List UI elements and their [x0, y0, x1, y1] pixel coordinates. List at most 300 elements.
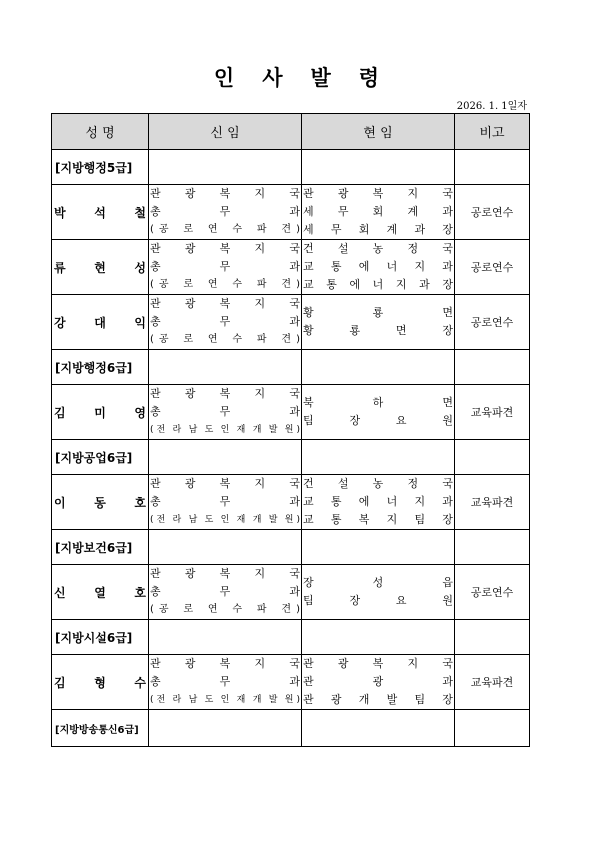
current-post-line [303, 493, 453, 511]
char: 광 [337, 187, 349, 200]
char: 견 [281, 224, 292, 235]
close-paren: ) [296, 279, 300, 290]
note-cell: 공로연수 [455, 240, 530, 295]
personnel-table [51, 113, 530, 747]
title-char: 사 [262, 66, 285, 90]
new-post-line [150, 565, 300, 583]
paren-text [154, 601, 296, 619]
char: 읍 [442, 576, 453, 589]
char: 장 [442, 513, 453, 526]
name-text [54, 494, 146, 511]
char: 무 [219, 495, 231, 508]
char: 호 [134, 495, 146, 510]
close-paren: ) [296, 425, 300, 435]
char: 공 [158, 604, 169, 615]
paren-line [150, 511, 300, 529]
char: 파 [256, 334, 267, 345]
char: 무 [219, 675, 231, 688]
char: 박 [54, 205, 66, 220]
table-row [52, 295, 530, 350]
char: 광 [184, 387, 196, 400]
char: 파 [256, 224, 267, 235]
note-cell: 공로연수 [455, 185, 530, 240]
paren-text [154, 331, 296, 349]
category-label: [지방보건6급] [52, 530, 149, 565]
char: 총 [150, 405, 161, 418]
new-post [149, 655, 302, 710]
current-post-line [303, 322, 453, 340]
char: 개 [358, 693, 370, 706]
char: 개 [252, 515, 262, 525]
char: 도 [204, 515, 214, 525]
char: 면 [442, 306, 453, 319]
char: 총 [150, 585, 161, 598]
current-post-line [303, 276, 453, 294]
char: 수 [232, 334, 243, 345]
note-cell: 공로연수 [455, 565, 530, 620]
char: 라 [172, 515, 182, 525]
empty-cell [455, 530, 530, 565]
char: 복 [219, 187, 231, 200]
empty-cell [302, 440, 455, 475]
char: 지 [254, 187, 266, 200]
char: 건 [303, 477, 314, 490]
char: 국 [289, 187, 300, 200]
char: 복 [358, 513, 370, 526]
char: 요 [395, 414, 407, 427]
char: 대 [94, 315, 106, 330]
effective-date: 2026. 1. 1일자 [456, 101, 527, 112]
char: 원 [284, 695, 294, 705]
new-post-line [150, 185, 300, 203]
char: 국 [289, 297, 300, 310]
char: 광 [330, 693, 342, 706]
char: 과 [289, 260, 300, 273]
new-post-line [150, 493, 300, 511]
char: 라 [172, 425, 182, 435]
char: 지 [254, 567, 266, 580]
char: 도 [204, 425, 214, 435]
char: 익 [134, 315, 146, 330]
char: 광 [184, 242, 196, 255]
char: 지 [395, 278, 407, 291]
char: 총 [150, 675, 161, 688]
char: 로 [183, 279, 194, 290]
char: 관 [150, 242, 161, 255]
empty-cell [302, 350, 455, 385]
char: 파 [256, 604, 267, 615]
char: 팀 [303, 594, 314, 607]
char: 지 [254, 297, 266, 310]
paren-text [154, 276, 296, 294]
current-post-line [303, 203, 453, 221]
char: 지 [386, 513, 398, 526]
char: 장 [442, 278, 453, 291]
current-post [302, 185, 455, 240]
title-char: 인 [213, 66, 237, 90]
char: 복 [219, 477, 231, 490]
char: 견 [281, 604, 292, 615]
char: 재 [236, 515, 246, 525]
char: 팀 [414, 513, 426, 526]
char: 관 [303, 657, 314, 670]
char: 관 [303, 187, 314, 200]
new-post [149, 565, 302, 620]
char: 과 [442, 675, 453, 688]
char: 남 [188, 515, 198, 525]
current-post-line [303, 511, 453, 529]
char: 계 [386, 223, 398, 236]
empty-cell [455, 150, 530, 185]
char: 복 [219, 657, 231, 670]
current-post-line [303, 304, 453, 322]
char: 재 [236, 425, 246, 435]
char: 원 [284, 425, 294, 435]
char: 지 [254, 477, 266, 490]
char: 라 [172, 695, 182, 705]
char: 수 [232, 604, 243, 615]
char: 정 [407, 242, 419, 255]
paren-text [154, 511, 297, 529]
empty-cell [455, 350, 530, 385]
paren-text [154, 221, 296, 239]
name-text [54, 204, 146, 221]
current-post-line [303, 258, 453, 276]
category-row [52, 150, 530, 185]
char: 과 [289, 495, 300, 508]
close-paren: ) [296, 224, 300, 235]
table-body [52, 150, 530, 747]
category-row [52, 710, 530, 747]
note-cell: 교육파견 [455, 385, 530, 440]
current-post-line [303, 691, 453, 709]
char: 전 [156, 515, 166, 525]
person-name [52, 655, 149, 710]
char: 도 [204, 695, 214, 705]
char: 수 [232, 224, 243, 235]
char: 지 [254, 387, 266, 400]
empty-cell [149, 530, 302, 565]
char: 국 [442, 242, 453, 255]
char: 국 [289, 567, 300, 580]
new-post-line [150, 673, 300, 691]
char: 인 [220, 425, 230, 435]
char: 에 [358, 495, 370, 508]
char: 로 [183, 604, 194, 615]
char: 복 [372, 187, 384, 200]
char: 연 [207, 334, 218, 345]
new-post [149, 185, 302, 240]
current-post [302, 655, 455, 710]
empty-cell [302, 710, 455, 747]
close-paren: ) [296, 334, 300, 345]
char: 장 [442, 693, 453, 706]
new-post-line [150, 655, 300, 673]
char: 관 [150, 477, 161, 490]
char: 성 [134, 260, 146, 275]
close-paren: ) [296, 515, 300, 525]
char: 관 [150, 187, 161, 200]
char: 총 [150, 260, 161, 273]
char: 통 [326, 278, 337, 291]
char: 건 [303, 242, 314, 255]
person-name [52, 385, 149, 440]
name-text [54, 314, 146, 331]
char: 로 [183, 224, 194, 235]
current-post [302, 295, 455, 350]
note-cell: 공로연수 [455, 295, 530, 350]
char: 정 [407, 477, 419, 490]
empty-cell [455, 440, 530, 475]
char: 설 [337, 477, 349, 490]
char: 남 [188, 425, 198, 435]
empty-cell [149, 710, 302, 747]
table-row [52, 240, 530, 295]
current-post [302, 385, 455, 440]
table-row [52, 475, 530, 530]
header-current-post: 현 임 [302, 114, 455, 150]
char: 개 [252, 425, 262, 435]
char: 견 [281, 279, 292, 290]
paren-text [154, 421, 297, 439]
category-label: [지방시설6급] [52, 620, 149, 655]
char: 국 [289, 387, 300, 400]
open-paren: ( [150, 334, 154, 345]
char: 무 [219, 205, 231, 218]
char: 원 [442, 594, 453, 607]
new-post [149, 475, 302, 530]
empty-cell [302, 530, 455, 565]
char: 장 [349, 414, 361, 427]
char: 계 [407, 205, 419, 218]
category-row [52, 530, 530, 565]
paren-line [150, 691, 300, 709]
category-label: [지방행정5급] [52, 150, 149, 185]
char: 팀 [414, 693, 426, 706]
char: 장 [303, 576, 314, 589]
char: 총 [150, 315, 161, 328]
char: 무 [219, 260, 231, 273]
current-post-line [303, 574, 453, 592]
char: 파 [256, 279, 267, 290]
char: 광 [337, 657, 349, 670]
category-label: [지방공업6급] [52, 440, 149, 475]
empty-cell [455, 710, 530, 747]
char: 장 [349, 594, 361, 607]
char: 관 [150, 297, 161, 310]
char: 국 [442, 477, 453, 490]
char: 형 [94, 675, 106, 690]
char: 과 [289, 405, 300, 418]
char: 광 [372, 675, 384, 688]
char: 이 [54, 495, 66, 510]
char: 전 [156, 425, 166, 435]
char: 면 [395, 324, 407, 337]
char: 광 [184, 187, 196, 200]
char: 국 [289, 657, 300, 670]
char: 총 [150, 495, 161, 508]
name-text [54, 259, 146, 276]
open-paren: ( [150, 695, 154, 705]
char: 교 [303, 260, 314, 273]
new-post-line [150, 240, 300, 258]
char: 팀 [303, 414, 314, 427]
char: 과 [289, 585, 300, 598]
char: 지 [254, 657, 266, 670]
char: 세 [303, 205, 314, 218]
new-post-line [150, 258, 300, 276]
char: 재 [236, 695, 246, 705]
table-row [52, 565, 530, 620]
char: 과 [442, 260, 453, 273]
new-post [149, 385, 302, 440]
header-new-post: 신 임 [149, 114, 302, 150]
char: 교 [303, 513, 314, 526]
empty-cell [149, 440, 302, 475]
title-char: 발 [310, 66, 333, 90]
char: 관 [150, 387, 161, 400]
current-post-line [303, 673, 453, 691]
category-row [52, 440, 530, 475]
current-post-line [303, 240, 453, 258]
char: 관 [303, 675, 314, 688]
char: 통 [330, 495, 342, 508]
char: 견 [281, 334, 292, 345]
char: 영 [134, 405, 146, 420]
table-row [52, 185, 530, 240]
char: 인 [220, 515, 230, 525]
char: 복 [219, 297, 231, 310]
char: 관 [150, 657, 161, 670]
char: 지 [407, 657, 419, 670]
open-paren: ( [150, 515, 154, 525]
char: 복 [219, 387, 231, 400]
paren-line [150, 421, 300, 439]
char: 황 [303, 324, 314, 337]
char: 장 [442, 223, 453, 236]
char: 무 [337, 205, 349, 218]
person-name [52, 185, 149, 240]
current-post [302, 475, 455, 530]
char: 김 [54, 405, 66, 420]
char: 광 [184, 657, 196, 670]
empty-cell [149, 350, 302, 385]
char: 관 [303, 693, 314, 706]
new-post-line [150, 295, 300, 313]
open-paren: ( [150, 224, 154, 235]
char: 룡 [349, 324, 361, 337]
char: 에 [358, 260, 370, 273]
category-row [52, 620, 530, 655]
current-post-line [303, 655, 453, 673]
current-post-line [303, 394, 453, 412]
new-post-line [150, 203, 300, 221]
current-post-line [303, 185, 453, 203]
char: 수 [134, 675, 146, 690]
header-name: 성 명 [52, 114, 149, 150]
current-post [302, 565, 455, 620]
char: 광 [184, 297, 196, 310]
document-title [0, 62, 595, 92]
char: 미 [94, 405, 106, 420]
new-post-line [150, 313, 300, 331]
char: 신 [54, 585, 66, 600]
new-post-line [150, 475, 300, 493]
close-paren: ) [296, 604, 300, 615]
char: 동 [94, 495, 106, 510]
char: 에 [349, 278, 361, 291]
char: 농 [372, 477, 384, 490]
table-row [52, 655, 530, 710]
char: 공 [158, 334, 169, 345]
char: 철 [134, 205, 146, 220]
current-post [302, 240, 455, 295]
current-post-line [303, 221, 453, 239]
char: 김 [54, 675, 66, 690]
name-text [54, 584, 146, 601]
person-name [52, 565, 149, 620]
open-paren: ( [150, 604, 154, 615]
char: 광 [184, 567, 196, 580]
person-name [52, 240, 149, 295]
char: 발 [268, 425, 278, 435]
new-post-line [150, 403, 300, 421]
char: 북 [303, 396, 314, 409]
char: 국 [289, 242, 300, 255]
char: 통 [330, 513, 342, 526]
header-note: 비고 [455, 114, 530, 150]
char: 발 [268, 515, 278, 525]
char: 원 [284, 515, 294, 525]
category-label: [지방행정6급] [52, 350, 149, 385]
char: 연 [207, 279, 218, 290]
char: 너 [372, 278, 384, 291]
char: 연 [207, 224, 218, 235]
char: 공 [158, 224, 169, 235]
char: 황 [303, 306, 314, 319]
char: 연 [207, 604, 218, 615]
char: 로 [183, 334, 194, 345]
current-post-line [303, 592, 453, 610]
char: 성 [372, 576, 384, 589]
char: 무 [219, 315, 231, 328]
char: 총 [150, 205, 161, 218]
char: 현 [94, 260, 106, 275]
char: 인 [220, 695, 230, 705]
char: 회 [372, 205, 384, 218]
char: 과 [289, 675, 300, 688]
paren-line [150, 331, 300, 349]
char: 과 [289, 315, 300, 328]
paren-line [150, 221, 300, 239]
char: 복 [372, 657, 384, 670]
char: 호 [134, 585, 146, 600]
char: 세 [303, 223, 314, 236]
new-post-line [150, 385, 300, 403]
char: 석 [94, 205, 106, 220]
char: 복 [219, 242, 231, 255]
char: 수 [232, 279, 243, 290]
char: 열 [94, 585, 106, 600]
open-paren: ( [150, 279, 154, 290]
char: 하 [372, 396, 384, 409]
paren-line [150, 601, 300, 619]
header-row [52, 114, 530, 150]
empty-cell [149, 620, 302, 655]
char: 무 [219, 405, 231, 418]
char: 면 [442, 396, 453, 409]
empty-cell [149, 150, 302, 185]
